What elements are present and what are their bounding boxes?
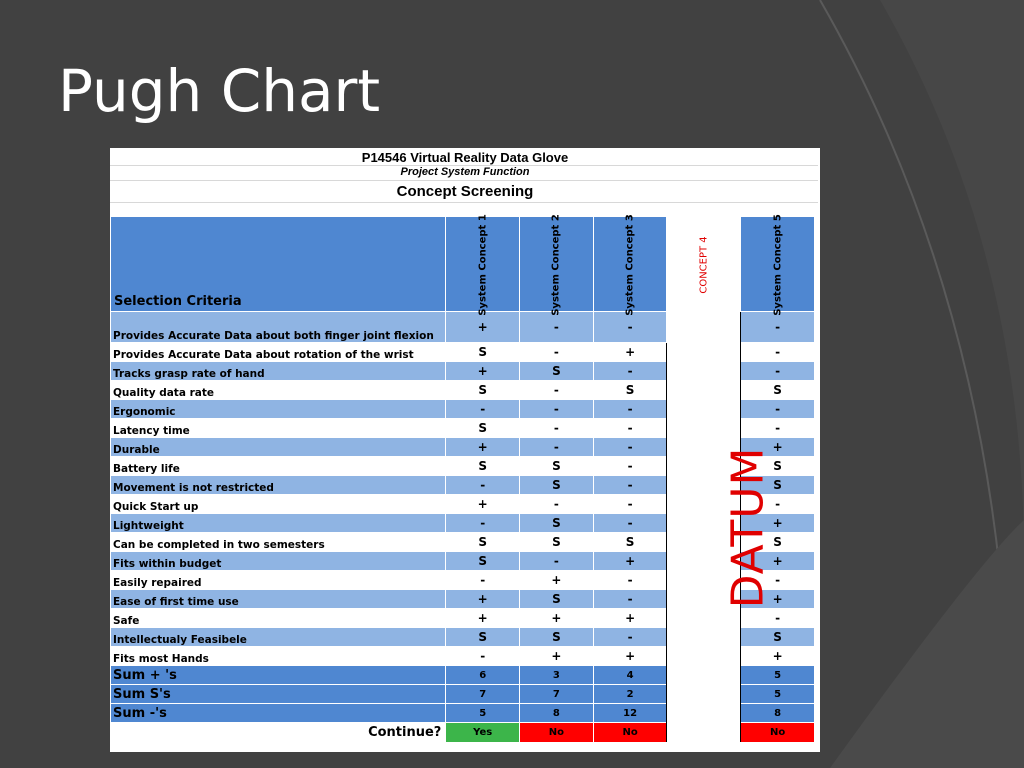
score-cell: S [520,514,594,533]
project-subtitle: Project System Function [400,166,530,178]
score-cell: - [446,571,520,590]
criterion-label: Tracks grasp rate of hand [111,362,446,381]
continue-decision: No [741,723,815,743]
score-cell: - [593,495,667,514]
criteria-row [111,312,815,343]
criterion-label: Lightweight [111,514,446,533]
score-cell: - [593,476,667,495]
score-cell: + [446,438,520,457]
sum-value: 8 [741,704,815,723]
score-cell: - [593,362,667,381]
project-title: P14546 Virtual Reality Data Glove [361,150,569,165]
score-cell: S [446,533,520,552]
score-cell: - [520,343,594,362]
score-cell: + [520,647,594,666]
score-cell: + [446,312,520,343]
criterion-label: Durable [111,438,446,457]
score-cell: - [520,495,594,514]
score-cell: S [446,343,520,362]
score-cell: S [446,457,520,476]
criterion-label: Battery life [111,457,446,476]
score-cell: S [446,419,520,438]
score-cell: - [520,419,594,438]
criterion-label: Intellectualy Feasibele [111,628,446,647]
continue-decision: Yes [446,723,520,743]
continue-decision: No [593,723,667,743]
sum-value: 5 [741,666,815,685]
score-cell: - [520,381,594,400]
concept-3-header [593,214,667,316]
score-cell: + [741,438,815,457]
score-cell: - [741,571,815,590]
concept-4-header [667,217,741,312]
score-cell: + [520,609,594,628]
criterion-label: Quick Start up [111,495,446,514]
score-cell: - [593,590,667,609]
score-cell: + [593,552,667,571]
criterion-label: Movement is not restricted [111,476,446,495]
score-cell: - [446,647,520,666]
continue-label: Continue? [111,723,446,743]
score-cell: S [741,533,815,552]
score-cell: - [593,438,667,457]
score-cell: - [593,571,667,590]
score-cell: + [520,571,594,590]
pugh-matrix-table [110,216,815,743]
score-cell: S [520,590,594,609]
criterion-label: Ease of first time use [111,590,446,609]
score-cell: - [446,514,520,533]
score-cell: S [446,381,520,400]
criterion-label: Safe [111,609,446,628]
score-cell: + [446,609,520,628]
divider [110,202,818,203]
sum-value: 8 [520,704,594,723]
pugh-chart-sheet [110,148,820,752]
score-cell: - [741,609,815,628]
selection-criteria-header: Selection Criteria [111,217,446,312]
score-cell: + [593,609,667,628]
criterion-label: Fits within budget [111,552,446,571]
sum-value: 5 [446,704,520,723]
score-cell: S [593,381,667,400]
score-cell: - [446,400,520,419]
score-cell: - [593,628,667,647]
sum-value: 5 [741,685,815,704]
score-cell: - [520,400,594,419]
concept-5-label: System Concept 5 [772,214,784,316]
score-cell: - [741,343,815,362]
score-cell: S [741,381,815,400]
score-cell: - [741,312,815,343]
score-cell: S [446,552,520,571]
score-cell: S [446,628,520,647]
score-cell: S [520,533,594,552]
score-cell: S [520,628,594,647]
concept-3-label: System Concept 3 [624,214,636,316]
score-cell: + [741,552,815,571]
sum-value: 7 [520,685,594,704]
criterion-label: Latency time [111,419,446,438]
score-cell: S [741,476,815,495]
datum-label: DATUM [722,446,774,608]
score-cell: + [446,590,520,609]
score-cell: S [741,457,815,476]
score-cell: + [741,514,815,533]
concept-1-label: System Concept 1 [477,214,489,316]
score-cell: - [520,312,594,343]
score-cell: S [520,476,594,495]
criterion-label: Easily repaired [111,571,446,590]
score-cell: - [741,419,815,438]
continue-decision: No [520,723,594,743]
sum-value: 6 [446,666,520,685]
sum-value: 7 [446,685,520,704]
slide-title: Pugh Chart [58,57,381,125]
score-cell: S [741,628,815,647]
score-cell: - [520,552,594,571]
score-cell: S [520,362,594,381]
score-cell: + [741,590,815,609]
score-cell: + [593,647,667,666]
sum-value: 4 [593,666,667,685]
sum-value: 3 [520,666,594,685]
criterion-label: Provides Accurate Data about rotation of the wrist [111,343,446,362]
table-header-row [111,217,815,312]
concept-1-header [446,214,520,316]
concept-2-header [520,214,594,316]
score-cell: + [741,647,815,666]
score-cell: - [741,362,815,381]
score-cell: + [593,343,667,362]
criterion-label: Quality data rate [111,381,446,400]
score-cell: S [520,457,594,476]
criterion-label: Ergonomic [111,400,446,419]
score-cell: - [593,514,667,533]
score-cell: - [741,400,815,419]
sum-label: Sum S's [111,685,446,704]
score-cell: - [741,495,815,514]
score-cell: - [593,457,667,476]
concept-4-label: CONCEPT 4 [698,236,710,294]
sum-value: 2 [593,685,667,704]
score-cell: - [446,476,520,495]
sum-value: 12 [593,704,667,723]
sum-label: Sum -'s [111,704,446,723]
score-cell: + [446,495,520,514]
score-cell: - [593,312,667,343]
concept-2-label: System Concept 2 [550,214,562,316]
score-cell: S [593,533,667,552]
concept-5-header [741,214,815,316]
criterion-label: Provides Accurate Data about both finger joint flexion [111,312,446,343]
criterion-label: Can be completed in two semesters [111,533,446,552]
sum-label: Sum + 's [111,666,446,685]
datum-column [667,312,774,743]
score-cell: - [520,438,594,457]
section-title: Concept Screening [396,183,534,200]
criterion-label: Fits most Hands [111,647,446,666]
divider [110,180,818,181]
score-cell: + [446,362,520,381]
score-cell: - [593,400,667,419]
score-cell: - [593,419,667,438]
